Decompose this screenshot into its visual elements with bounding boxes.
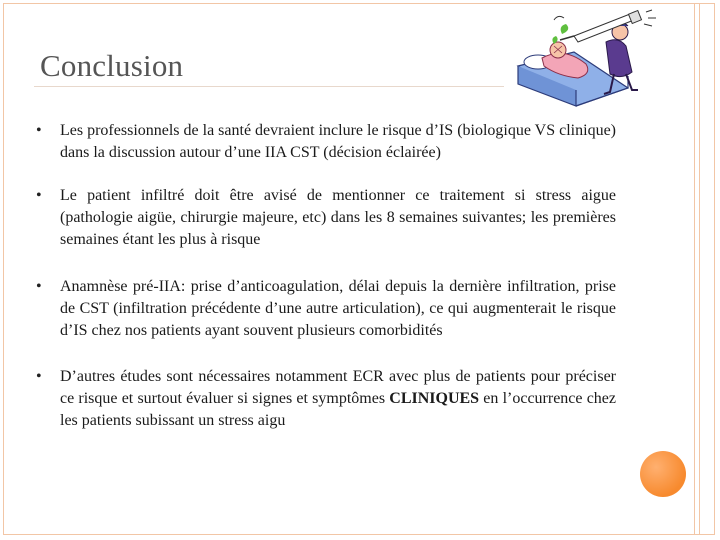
bullet-list — [36, 120, 616, 432]
bullet-marker: • — [36, 122, 42, 139]
bullet-text: Les professionnels de la santé devraient inclure le risque d’IS (biologique VS clinique) dans la discussion autour d’une IIA CST (décision éclairée) — [60, 122, 616, 161]
right-rule-line-2 — [699, 3, 700, 535]
right-rule-line — [694, 3, 695, 535]
bullet-marker: • — [36, 368, 42, 385]
bullet-text: Anamnèse pré-IIA: prise d’anticoagulation, délai depuis la dernière infiltration, prise de CST (infiltration précédente d’une autre articulation), ce qui augmenterait le risque d’IS chez nos patients ayant souvent plusieurs comorbidités — [60, 278, 616, 339]
doctor-injection-clipart-icon — [514, 6, 664, 110]
bullet-text-bold: CLINIQUES — [389, 390, 480, 407]
bullet-item — [36, 120, 616, 164]
bullet-item — [36, 276, 616, 342]
bullet-text: Le patient infiltré doit être avisé de mentionner ce traitement si stress aigue (pathologie aigüe, chirurgie majeure, etc) dans les 8 semaines suivantes; les premières semaines étant les plus à risque — [60, 187, 616, 248]
bullet-marker: • — [36, 187, 42, 204]
bullet-text — [60, 368, 616, 429]
bullet-text-part: D’autres études sont nécessaires notamment ECR avec plus de patients pour préciser ce risque et surtout évaluer si signes et symptômes — [60, 368, 616, 407]
bullet-marker: • — [36, 278, 42, 295]
title-underline — [34, 86, 504, 87]
bullet-item — [36, 185, 616, 251]
orange-circle-icon — [640, 451, 686, 497]
bullet-text-part: en l’occurrence chez les patients subissant un stress aigu — [60, 390, 617, 429]
bullet-item — [36, 366, 616, 432]
slide-title: Conclusion — [40, 48, 184, 83]
